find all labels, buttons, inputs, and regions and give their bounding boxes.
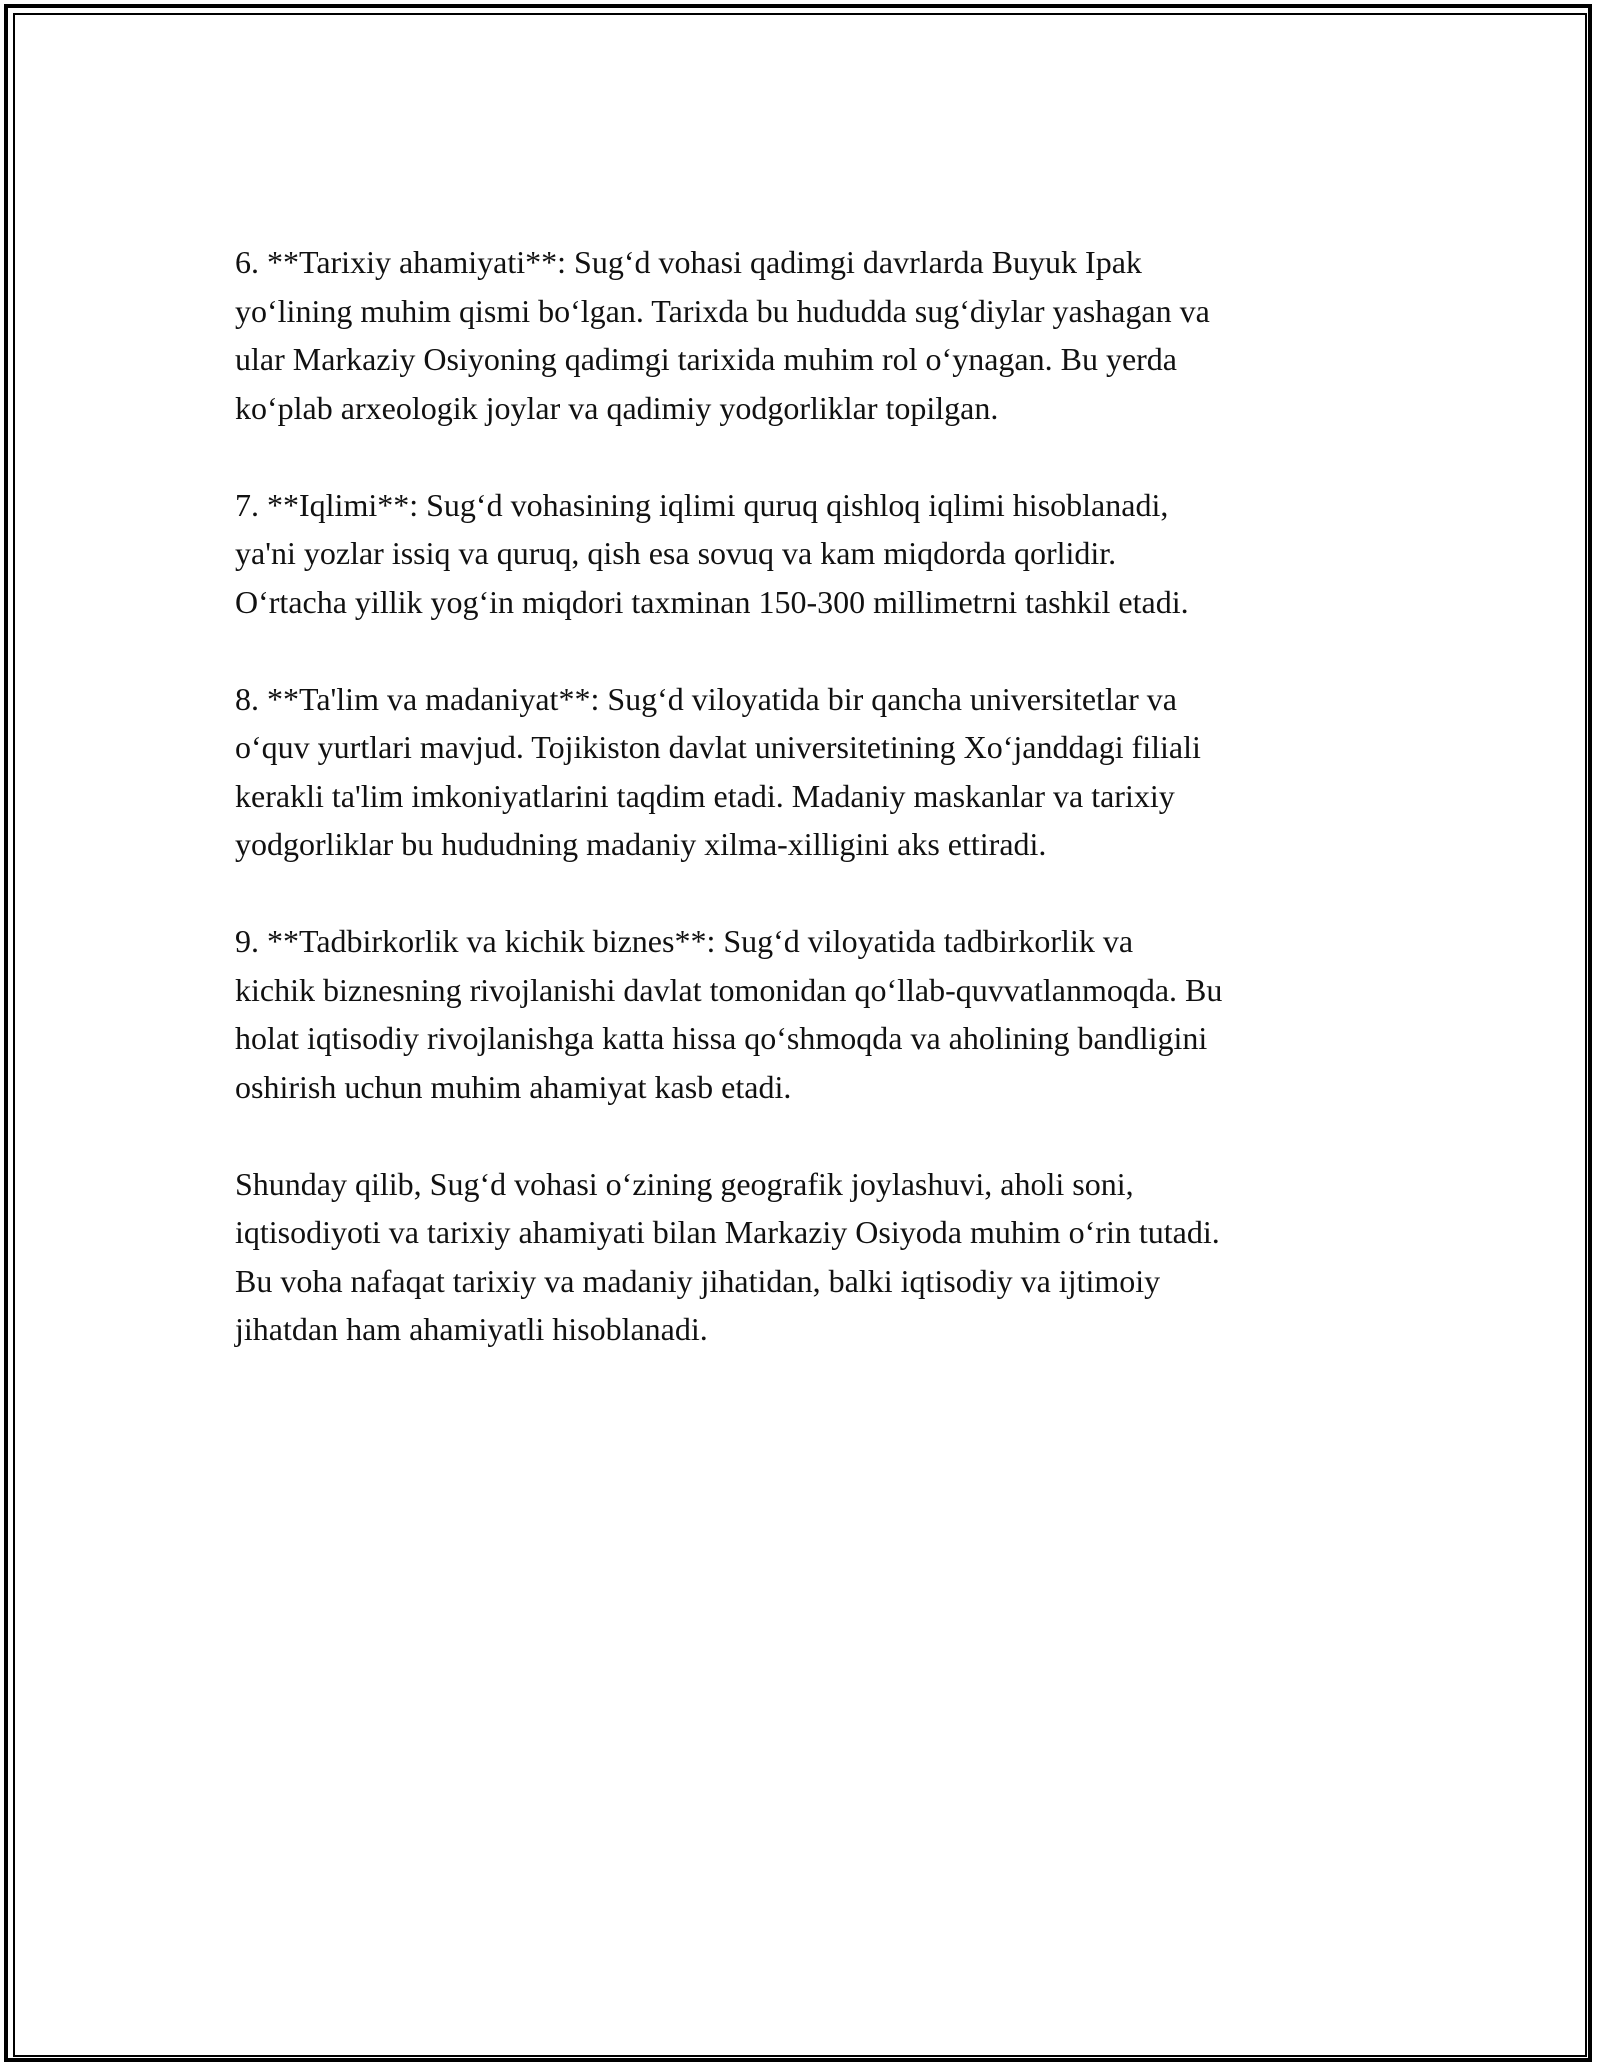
text-line: 9. **Tadbirkorlik va kichik biznes**: Sug‘d viloyatida tadbirkorlik va (235, 923, 1134, 959)
text-line: 7. **Iqlimi**: Sug‘d vohasining iqlimi quruq qishloq iqlimi hisoblanadi, (235, 486, 1169, 523)
text-line: kerakli ta'lim imkoniyatlarini taqdim etadi. Madaniy maskanlar va tarixiy (235, 777, 1175, 814)
text-line: yodgorliklar bu hududning madaniy xilma-xilligini aks ettiradi. (235, 826, 1047, 862)
text-line: yo‘lining muhim qismi bo‘lgan. Tarixda bu hududda sug‘diylar yashagan va (235, 292, 1210, 329)
text-line: oshirish uchun muhim ahamiyat kasb etadi. (235, 1068, 792, 1105)
text-line: jihatdan ham ahamiyatli hisoblanadi. (235, 1311, 708, 1347)
paragraph-climate (235, 481, 1375, 627)
text-line: 6. **Tarixiy ahamiyati**: Sug‘d vohasi qadimgi davrlarda Buyuk Ipak (235, 244, 1142, 280)
text-line: holat iqtisodiy rivojlanishga katta hissa qo‘shmoqda va aholining bandligini (235, 1020, 1208, 1056)
text-line: O‘rtacha yillik yog‘in miqdori taxminan 150-300 millimetrni tashkil etadi. (235, 583, 1189, 620)
document-body (235, 238, 1375, 1402)
text-line: ular Markaziy Osiyoning qadimgi tarixida muhim rol o‘ynagan. Bu yerda (235, 341, 1177, 377)
text-line: Shunday qilib, Sug‘d vohasi o‘zining geografik joylashuvi, aholi soni, (235, 1165, 1134, 1202)
text-line: ko‘plab arxeologik joylar va qadimiy yodgorliklar topilgan. (235, 389, 999, 426)
text-line: o‘quv yurtlari mavjud. Tojikiston davlat universitetining Xo‘janddagi filiali (235, 729, 1201, 765)
paragraph-history (235, 238, 1375, 432)
text-line: ya'ni yozlar issiq va quruq, qish esa sovuq va kam miqdorda qorlidir. (235, 535, 1117, 571)
paragraph-conclusion (235, 1160, 1375, 1354)
text-line: 8. **Ta'lim va madaniyat**: Sug‘d viloyatida bir qancha universitetlar va (235, 680, 1177, 717)
text-line: Bu voha nafaqat tarixiy va madaniy jihatidan, balki iqtisodiy va ijtimoiy (235, 1262, 1161, 1299)
text-line: kichik biznesning rivojlanishi davlat tomonidan qo‘llab-quvvatlanmoqda. Bu (235, 971, 1223, 1008)
paragraph-education-culture (235, 675, 1375, 869)
text-line: iqtisodiyoti va tarixiy ahamiyati bilan Markaziy Osiyoda muhim o‘rin tutadi. (235, 1214, 1220, 1250)
paragraph-business (235, 917, 1375, 1111)
